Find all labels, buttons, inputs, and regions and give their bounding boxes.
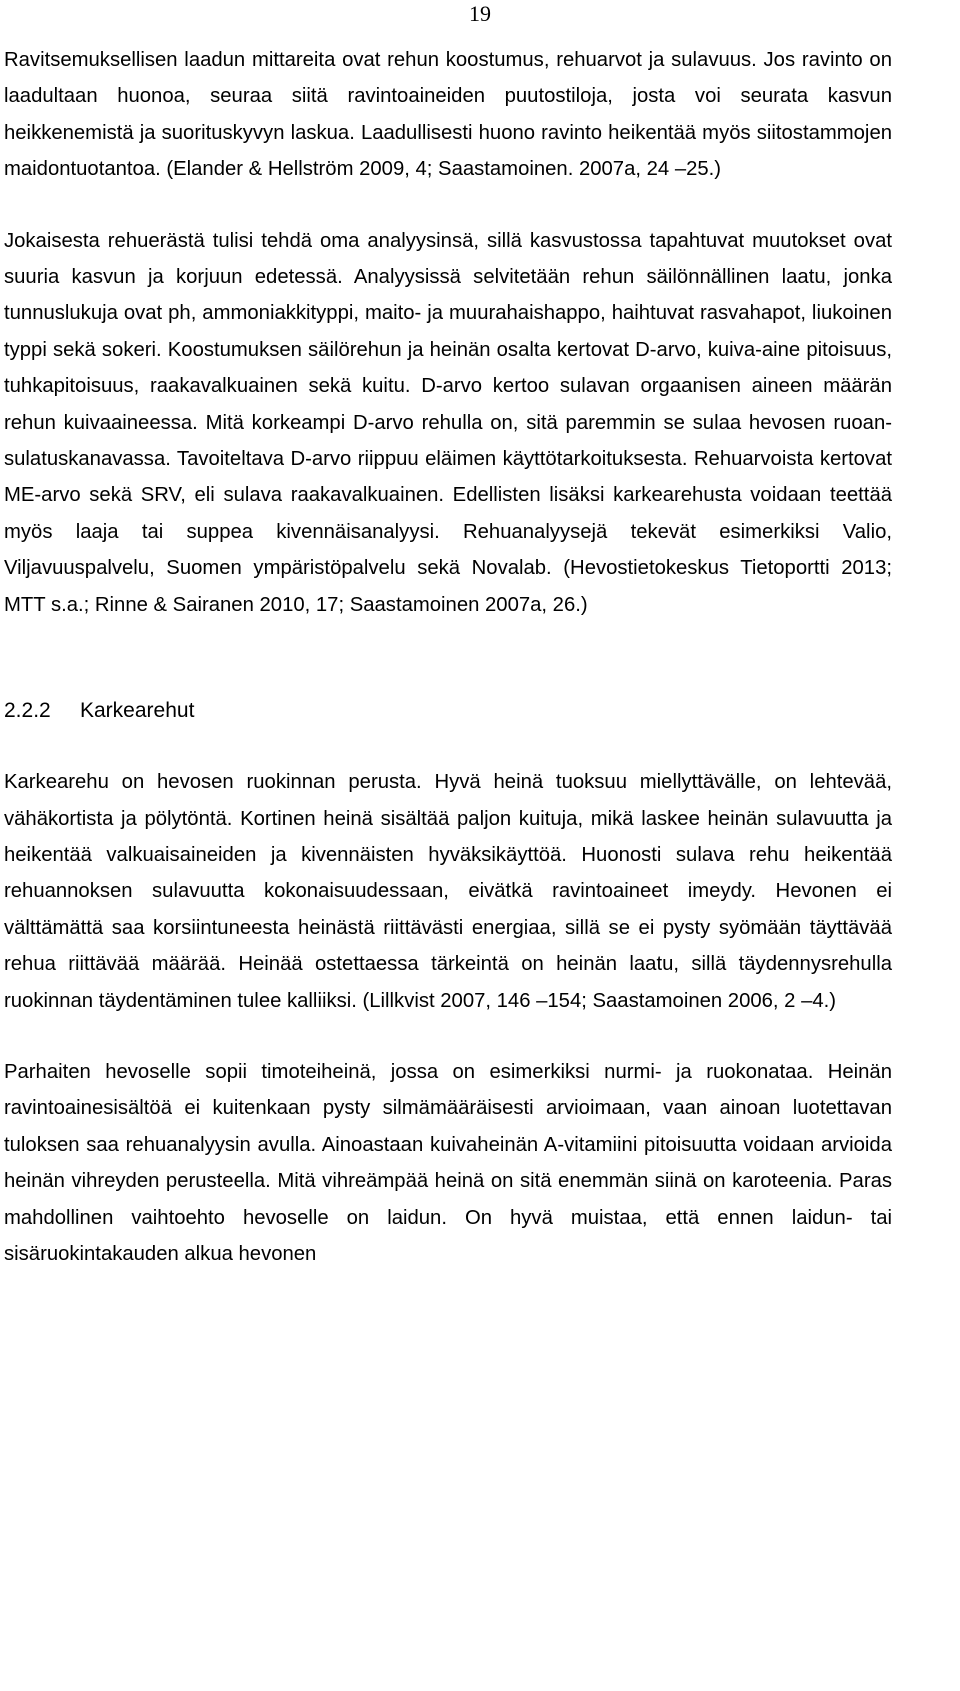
paragraph-nutrition-quality: Ravitsemuksellisen laadun mittareita ovat rehun koostumus, rehuarvot ja sulavuus. Jos ravinto on laadultaan huonoa, seuraa siitä ravintoaineiden puutostiloja, josta voi seurata kasvun heikkenemistä ja suorituskyvyn laskua. Laadullisesti huono ravinto heikentää myös siitostammojen maidontuotantoa. (Elander & Hellström 2009, 4; Saastamoinen. 2007a, 24 ‒25.) xyxy=(4,49,892,181)
document-body xyxy=(0,42,892,1272)
paragraph-timothy-hay: Parhaiten hevoselle sopii timoteiheinä, jossa on esimerkiksi nurmi- ja ruokonataa. Heinän ravintoainesisältöä ei kuitenkaan pysty silmämääräisesti arvioimaan, vaan ainoan luotettavan tuloksen saa rehuanalyysin avulla. Ainoastaan kuivaheinän A-vitamiini pitoisuutta voidaan arvioida heinän vihreyden perusteella. Mitä vihreämpää heinä on sitä enemmän siinä on karoteenia. Paras mahdollinen vaihtoehto hevoselle on laidun. On hyvä muistaa, että ennen laidun- tai sisäruokintakauden alkua hevonen xyxy=(4,1060,892,1265)
section-heading xyxy=(4,693,892,729)
section-number: 2.2.2 xyxy=(4,699,51,723)
page-number: 19 xyxy=(469,1,491,26)
paragraph-feed-analysis: Jokaisesta rehuerästä tulisi tehdä oma analyysinsä, sillä kasvustossa tapahtuvat muutokset ovat suuria kasvun ja korjuun edetessä. Analyysissä selvitetään rehun säilönnällinen laatu, jonka tunnuslukuja ovat ph, ammoniakkityppi, maito- ja muurahaishappo, haihtuvat rasvahapot, liukoinen typpi sekä sokeri. Koostumuksen säilörehun ja heinän osalta kertovat D-arvo, kuiva-aine pitoisuus, tuhkapitoisuus, raakavalkuainen sekä kuitu. D-arvo kertoo sulavan orgaanisen aineen määrän rehun kuivaaineessa. Mitä korkeampi D-arvo rehulla on, sitä paremmin se sulaa hevosen ruoansulatuskanavassa. Tavoiteltava D-arvo riippuu eläimen käyttötarkoituksesta. Rehuarvoista kertovat ME-arvo sekä SRV, eli sulava raakavalkuainen. Edellisten lisäksi karkearehusta voidaan teettää myös laaja tai suppea kivennäisanalyysi. Rehuanalyysejä tekevät esimerkiksi Valio, Viljavuuspalvelu, Suomen ympäristöpalvelu sekä Novalab. (Hevostietokeskus Tietoportti 2013; MTT s.a.; Rinne & Sairanen 2010, 17; Saastamoinen 2007a, 26.) xyxy=(4,229,892,616)
section-title: Karkearehut xyxy=(80,699,195,723)
paragraph-roughage-basis: Karkearehu on hevosen ruokinnan perusta. Hyvä heinä tuoksuu miellyttävälle, on lehtevää, vähäkortista ja pölytöntä. Kortinen heinä sisältää paljon kuituja, mikä laskee heinän sulavuutta ja heikentää valkuaisaineiden ja kivennäisten hyväksikäyttöä. Huonosti sulava rehu heikentää rehuannoksen sulavuutta kokonaisuudessaan, eivätkä ravintoaineet imeydy. Hevonen ei välttämättä saa korsiintuneesta heinästä riittävästi energiaa, sillä se ei pysty syömään täyttävää rehua riittävää määrää. Heinää ostettaessa tärkeintä on heinän laatu, sillä täydennysrehulla ruokinnan täydentäminen tulee kalliiksi. (Lillkvist 2007, 146 ‒154; Saastamoinen 2006, 2 ‒4.) xyxy=(4,771,892,1012)
